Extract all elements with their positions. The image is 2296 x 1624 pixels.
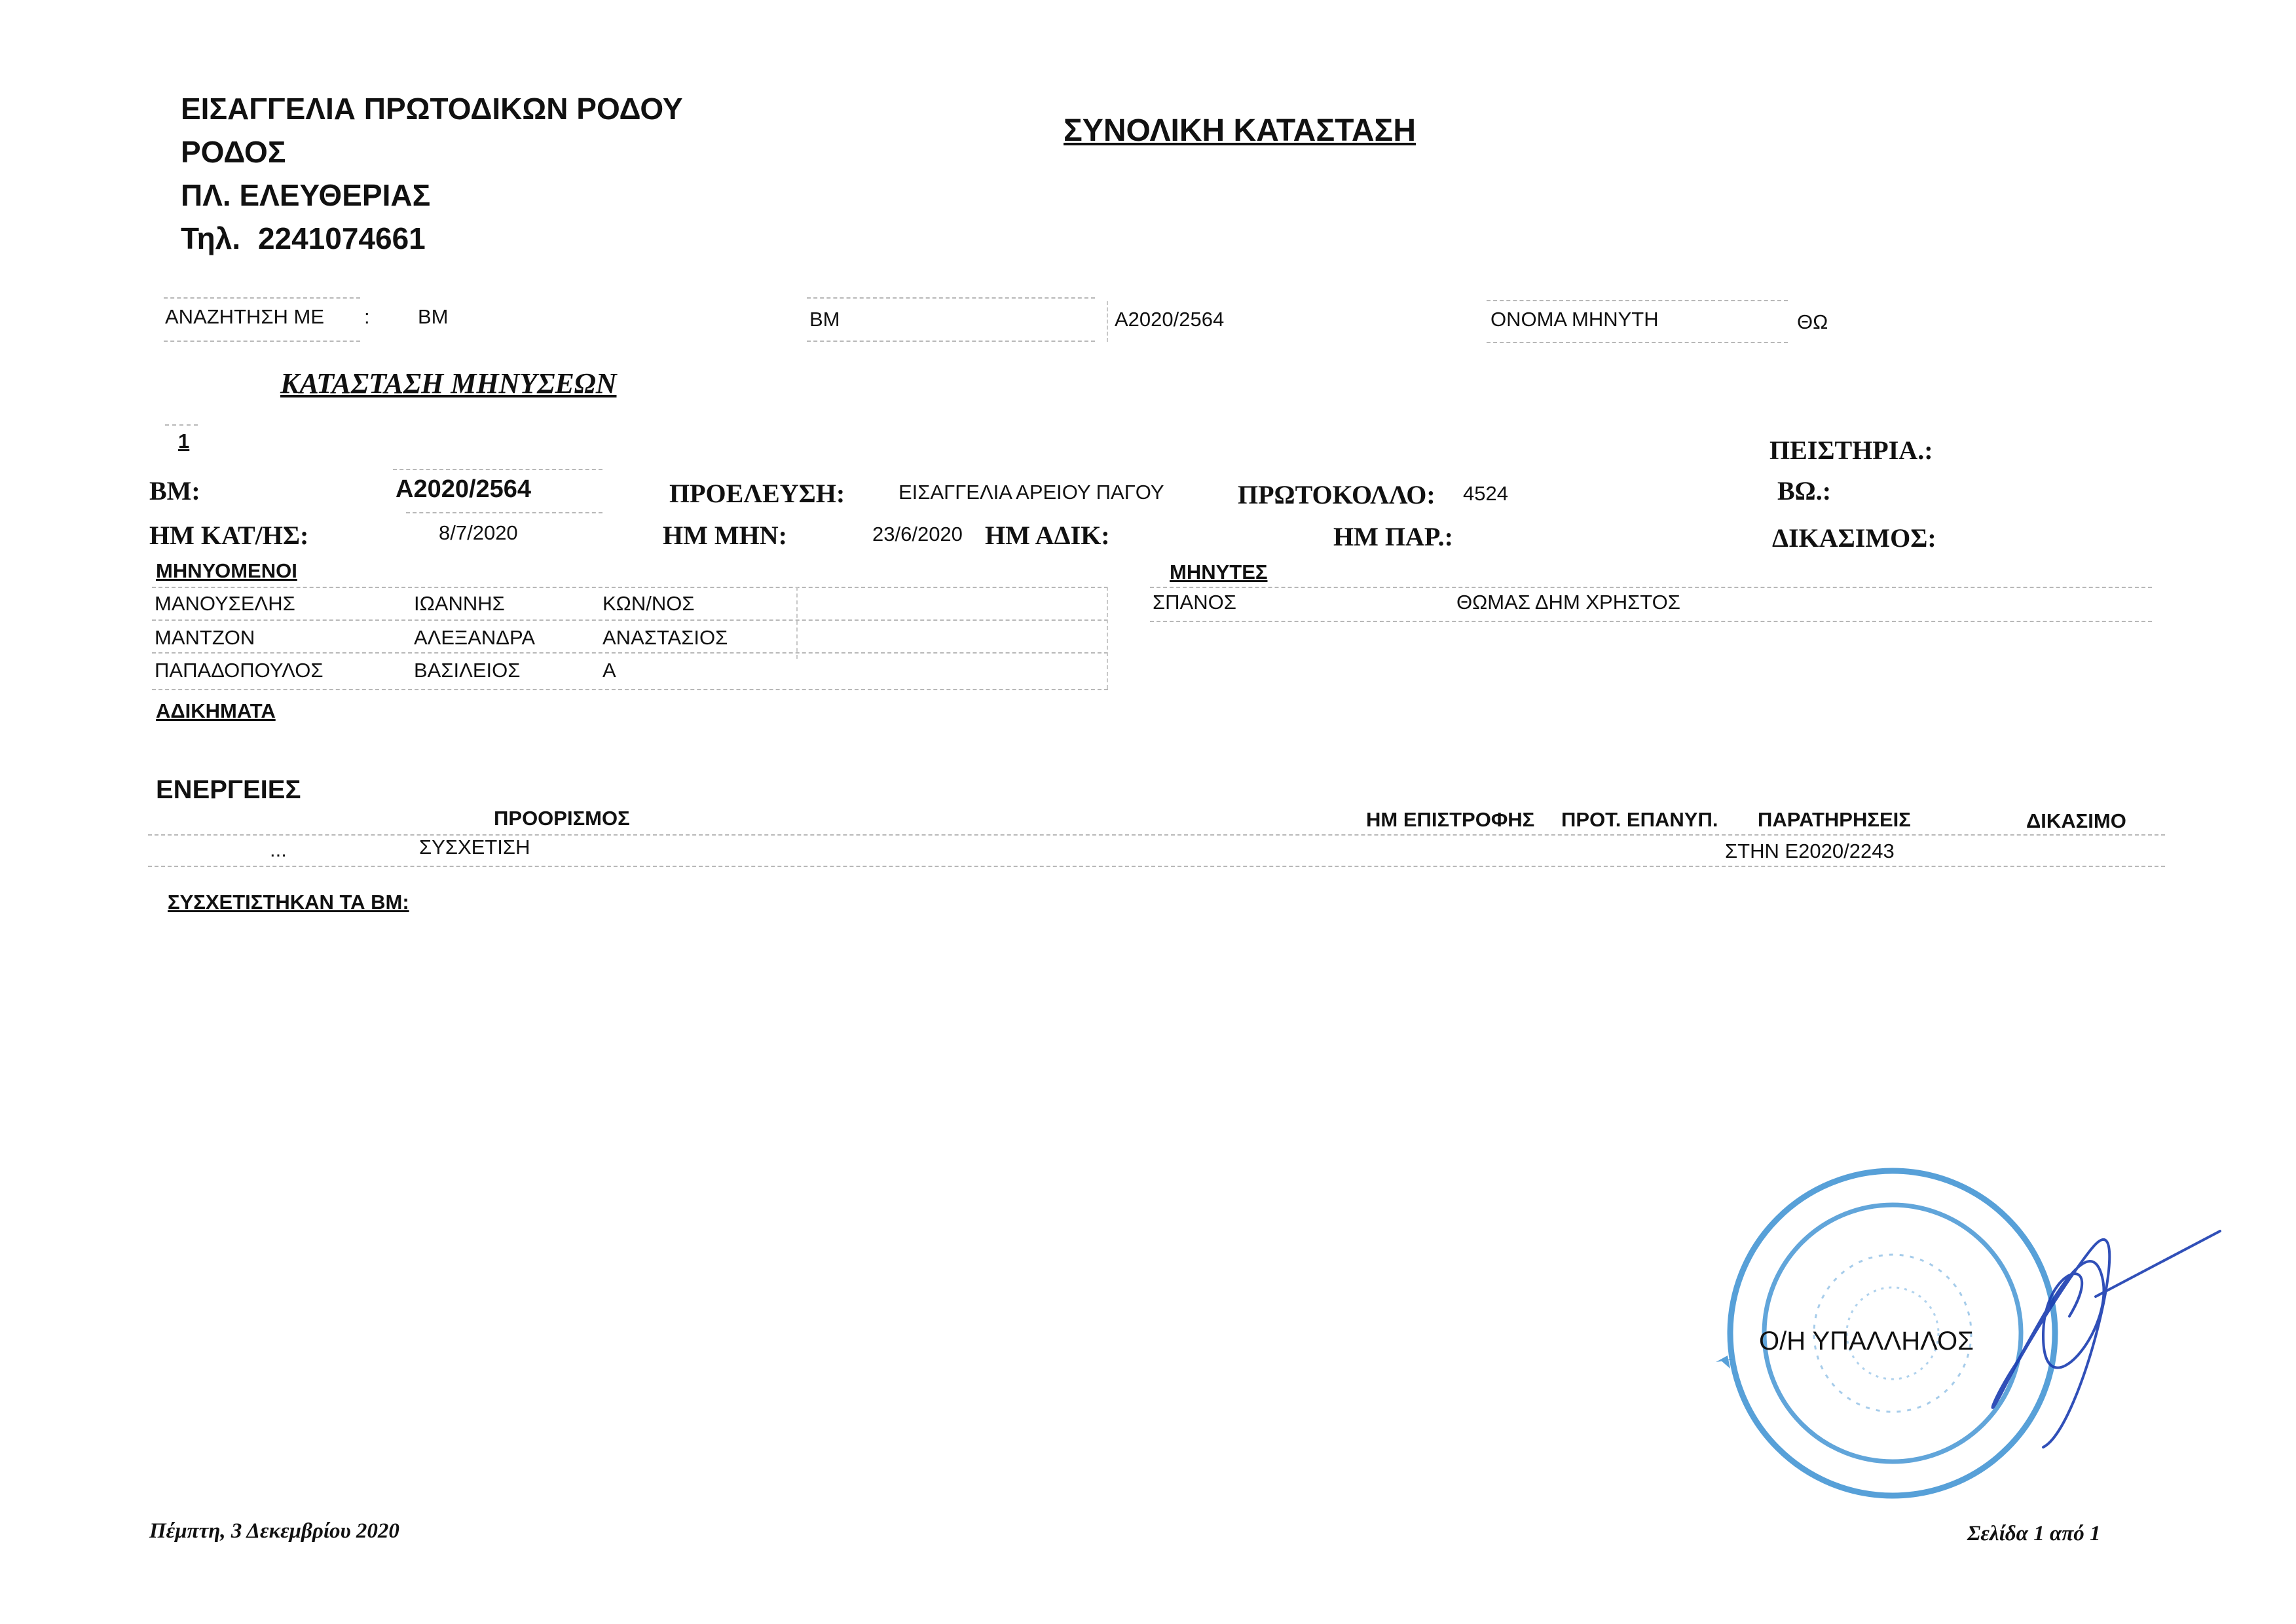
search-mode: ΒΜ [418, 305, 449, 328]
offenses-title: ΑΔΙΚΗΜΑΤΑ [156, 699, 276, 722]
accused-row-2-surname: ΜΑΝΤΖΟΝ [155, 626, 255, 649]
phone-value: 2241074661 [257, 221, 426, 255]
accused-row-2-father: ΑΝΑΣΤΑΣΙΟΣ [602, 626, 728, 649]
actions-row-marker: ... [270, 838, 287, 861]
complainant-row-1-names: ΘΩΜΑΣ ΔΗΜ ΧΡΗΣΤΟΣ [1456, 591, 1680, 614]
actions-col-hearing: ΔΙΚΑΣΙΜΟ [2026, 809, 2126, 832]
footer-date: Πέμπτη, 3 Δεκεμβρίου 2020 [149, 1519, 399, 1543]
actions-title: ΕΝΕΡΓΕΙΕΣ [156, 775, 301, 804]
accused-row-1-father: ΚΩΝ/ΝΟΣ [602, 592, 695, 615]
kat-label: ΗΜ ΚΑΤ/ΗΣ: [149, 521, 309, 550]
accused-row-1-surname: ΜΑΝΟΥΣΕΛΗΣ [155, 592, 295, 615]
accused-row-1-name: ΙΩΑΝΝΗΣ [414, 592, 505, 615]
actions-col-prot: ΠΡΟΤ. ΕΠΑΝΥΠ. [1561, 808, 1718, 831]
employee-label: Ο/Η ΥΠΑΛΛΗΛΟΣ [1759, 1327, 1974, 1356]
document-title: ΣΥΝΟΛΙΚΗ ΚΑΤΑΣΤΑΣΗ [1064, 113, 1416, 148]
complainant-name-value: ΘΩ [1797, 310, 1828, 333]
org-address: ΠΛ. ΕΛΕΥΘΕΡΙΑΣ [181, 178, 431, 212]
evidence-label: ΠΕΙΣΤΗΡΙΑ.: [1769, 435, 1933, 465]
mhn-value: 23/6/2020 [872, 523, 963, 545]
actions-row-notes: ΣΤΗΝ Ε2020/2243 [1725, 840, 1895, 862]
origin-value: ΕΙΣΑΓΓΕΛΙΑ ΑΡΕΙΟΥ ΠΑΓΟΥ [898, 481, 1164, 504]
search-label: ΑΝΑΖΗΤΗΣΗ ΜΕ [165, 305, 325, 328]
mhn-label: ΗΜ ΜΗΝ: [663, 521, 787, 550]
origin-label: ΠΡΟΕΛΕΥΣΗ: [669, 479, 845, 508]
actions-col-notes: ΠΑΡΑΤΗΡΗΣΕΙΣ [1758, 808, 1911, 831]
org-name-line1: ΕΙΣΑΓΓΕΛΙΑ ΠΡΩΤΟΔΙΚΩΝ ΡΟΔΟΥ [181, 92, 683, 126]
bm-label: ΒΜ: [149, 476, 200, 506]
section-title: ΚΑΤΑΣΤΑΣΗ ΜΗΝΥΣΕΩΝ [280, 367, 617, 399]
search-field-label: ΒΜ [809, 308, 840, 331]
signature-icon [1993, 1231, 2220, 1447]
bo-label: ΒΩ.: [1777, 476, 1832, 506]
protocol-value: 4524 [1463, 482, 1508, 505]
accused-title: ΜΗΝΥΟΜΕΝΟΙ [156, 559, 297, 582]
org-name-line2: ΡΟΔΟΣ [181, 135, 286, 169]
adik-label: ΗΜ ΑΔΙΚ: [985, 521, 1110, 550]
accused-row-3-father: Α [602, 659, 616, 682]
phone-label: Τηλ. [181, 221, 241, 255]
bm-value: Α2020/2564 [396, 475, 532, 503]
search-separator: : [364, 305, 370, 328]
complainant-name-label: ΟΝΟΜΑ ΜΗΝΥΤΗ [1491, 308, 1659, 331]
actions-col-destination: ΠΡΟΟΡΙΣΜΟΣ [494, 807, 630, 830]
search-field-value: Α2020/2564 [1115, 308, 1225, 331]
par-label: ΗΜ ΠΑΡ.: [1333, 522, 1453, 551]
accused-row-3-surname: ΠΑΠΑΔΟΠΟΥΛΟΣ [155, 659, 324, 682]
accused-row-3-name: ΒΑΣΙΛΕΙΟΣ [414, 659, 521, 682]
kat-value: 8/7/2020 [439, 521, 518, 544]
related-title: ΣΥΣΧΕΤΙΣΤΗΚΑΝ ΤΑ ΒΜ: [168, 891, 409, 913]
record-index: 1 [178, 430, 190, 452]
hearing-label: ΔΙΚΑΣΙΜΟΣ: [1772, 523, 1936, 553]
footer-page: Σελίδα 1 από 1 [1967, 1522, 2101, 1545]
complainant-row-1-surname: ΣΠΑΝΟΣ [1153, 591, 1236, 614]
org-phone [181, 217, 426, 259]
actions-col-return: ΗΜ ΕΠΙΣΤΡΟΦΗΣ [1366, 808, 1535, 831]
actions-row-destination: ΣΥΣΧΕΤΙΣΗ [419, 836, 530, 858]
accused-row-2-name: ΑΛΕΞΑΝΔΡΑ [414, 626, 536, 649]
complainants-title: ΜΗΝΥΤΕΣ [1170, 561, 1268, 583]
protocol-label: ΠΡΩΤΟΚΟΛΛΟ: [1238, 480, 1435, 509]
